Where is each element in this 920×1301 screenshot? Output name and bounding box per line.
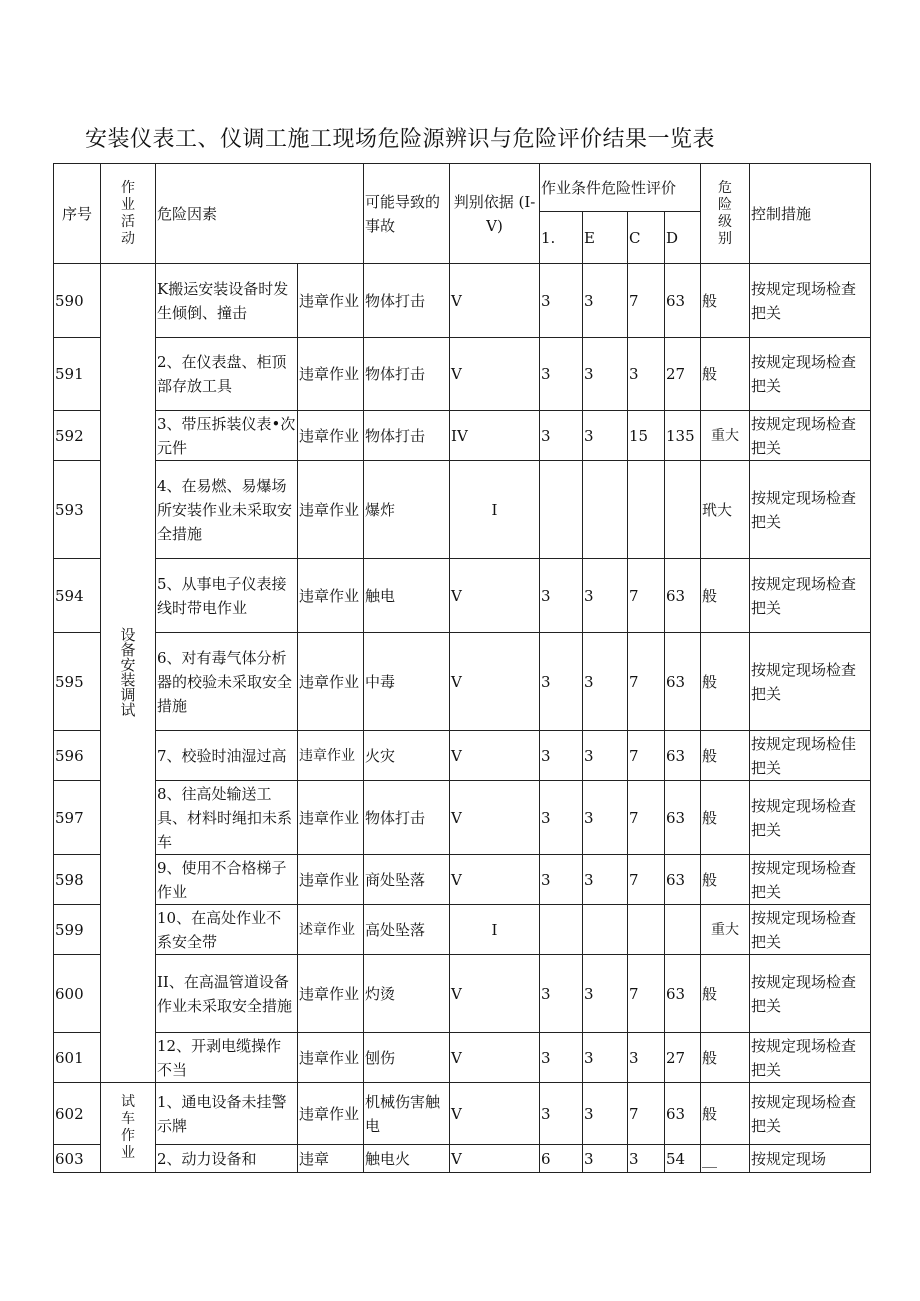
row-level: 重大 [701, 411, 750, 461]
row-cause: 述章作业 [298, 905, 364, 955]
table-row [54, 731, 871, 781]
header-basis: 判别依据 (I-V) [450, 164, 540, 264]
row-E: 3 [583, 559, 628, 633]
row-hazard: K搬运安装设备时发生倾倒、撞击 [156, 264, 298, 338]
row-cause: 违章作业 [298, 855, 364, 905]
activity-trial: 试车作业 [101, 1083, 156, 1173]
row-C: 3 [628, 1033, 665, 1083]
row-accident: 灼烫 [364, 955, 450, 1033]
row-control: 按规定现场检查把关 [750, 855, 871, 905]
row-cause: 违章作业 [298, 1033, 364, 1083]
header-row [54, 164, 871, 212]
row-C: 7 [628, 633, 665, 731]
table-row [54, 461, 871, 559]
row-level: 般 [701, 338, 750, 411]
row-hazard: 5、从事电子仪表接线时带电作业 [156, 559, 298, 633]
row-accident: 刨伤 [364, 1033, 450, 1083]
row-level: 般 [701, 781, 750, 855]
row-hazard: 12、开剥电缆操作不当 [156, 1033, 298, 1083]
row-accident: 爆炸 [364, 461, 450, 559]
row-hazard: 7、校验时油湿过高 [156, 731, 298, 781]
row-basis: I [450, 461, 540, 559]
row-seq: 594 [54, 559, 101, 633]
row-D: 63 [665, 855, 701, 905]
row-E: 3 [583, 955, 628, 1033]
row-level: 般 [701, 855, 750, 905]
row-basis: V [450, 855, 540, 905]
row-cause: 违章作业 [298, 1083, 364, 1145]
row-C: 7 [628, 559, 665, 633]
row-basis: V [450, 955, 540, 1033]
row-D: 63 [665, 955, 701, 1033]
row-level: 般 [701, 955, 750, 1033]
activity-install: 设备安装调试 [101, 264, 156, 1083]
row-basis: V [450, 264, 540, 338]
row-C: 15 [628, 411, 665, 461]
row-D [665, 905, 701, 955]
row-hazard: 2、在仪表盘、柜顶部存放工具 [156, 338, 298, 411]
header-E: E [583, 212, 628, 264]
row-accident: 商处坠落 [364, 855, 450, 905]
table-row [54, 411, 871, 461]
row-basis: IV [450, 411, 540, 461]
row-accident: 高处坠落 [364, 905, 450, 955]
row-level: 般 [701, 1033, 750, 1083]
row-accident: 触电 [364, 559, 450, 633]
row-accident: 物体打击 [364, 781, 450, 855]
row-seq: 597 [54, 781, 101, 855]
row-accident: 火灾 [364, 731, 450, 781]
row-C: 7 [628, 264, 665, 338]
row-L [540, 905, 583, 955]
row-C: 7 [628, 781, 665, 855]
row-hazard: 6、对有毒气体分析器的校验未采取安全措施 [156, 633, 298, 731]
row-basis: V [450, 633, 540, 731]
row-cause: 违章作业 [298, 781, 364, 855]
row-cause: 违章作业 [298, 461, 364, 559]
row-control: 按规定现场检查把关 [750, 1033, 871, 1083]
row-L: 3 [540, 781, 583, 855]
row-hazard: 1、通电设备未挂警示牌 [156, 1083, 298, 1145]
row-seq: 596 [54, 731, 101, 781]
row-L: 3 [540, 633, 583, 731]
row-basis: I [450, 905, 540, 955]
table-row [54, 264, 871, 338]
row-D: 63 [665, 731, 701, 781]
row-level: 重大 [701, 905, 750, 955]
row-seq: 593 [54, 461, 101, 559]
row-basis: V [450, 731, 540, 781]
row-accident: 物体打击 [364, 264, 450, 338]
row-L: 3 [540, 731, 583, 781]
row-basis: V [450, 559, 540, 633]
row-E: 3 [583, 1033, 628, 1083]
table-row [54, 338, 871, 411]
row-control: 按规定现场检查把关 [750, 411, 871, 461]
row-L: 6 [540, 1145, 583, 1173]
header-L: 1. [540, 212, 583, 264]
row-cause: 违章作业 [298, 411, 364, 461]
row-seq: 603 [54, 1145, 101, 1173]
header-evaluation: 作业条件危险性评价 [540, 164, 701, 212]
row-E: 3 [583, 855, 628, 905]
row-level: 般 [701, 1083, 750, 1145]
row-seq: 598 [54, 855, 101, 905]
row-E: 3 [583, 731, 628, 781]
row-C: 7 [628, 1083, 665, 1145]
row-control: 按规定现场检查把关 [750, 264, 871, 338]
row-C: 7 [628, 955, 665, 1033]
row-E: 3 [583, 633, 628, 731]
row-E: 3 [583, 411, 628, 461]
row-control: 按规定现场检查把关 [750, 905, 871, 955]
header-seq: 序号 [54, 164, 101, 264]
row-level: 般 [701, 633, 750, 731]
row-seq: 600 [54, 955, 101, 1033]
row-hazard: 4、在易燃、易爆场所安装作业未采取安全措施 [156, 461, 298, 559]
row-D: 27 [665, 338, 701, 411]
header-activity: 作业活动 [101, 164, 156, 264]
row-accident: 物体打击 [364, 338, 450, 411]
row-seq: 602 [54, 1083, 101, 1145]
row-level: 般 [701, 264, 750, 338]
row-L: 3 [540, 411, 583, 461]
row-seq: 591 [54, 338, 101, 411]
row-hazard: 8、往高处输送工具、材料时绳扣未系车 [156, 781, 298, 855]
row-D: 63 [665, 1083, 701, 1145]
table-row [54, 1145, 871, 1173]
row-control: 按规定现场检查把关 [750, 781, 871, 855]
row-seq: 601 [54, 1033, 101, 1083]
row-L: 3 [540, 559, 583, 633]
table-row [54, 633, 871, 731]
row-cause: 违章作业 [298, 559, 364, 633]
row-basis: V [450, 1083, 540, 1145]
table-row [54, 855, 871, 905]
row-hazard: 2、动力设备和 [156, 1145, 298, 1173]
row-hazard: 9、使用不合格梯子作业 [156, 855, 298, 905]
row-C: 3 [628, 1145, 665, 1173]
row-basis: V [450, 1145, 540, 1173]
row-D: 135 [665, 411, 701, 461]
row-E: 3 [583, 264, 628, 338]
row-control: 按规定现场检查把关 [750, 461, 871, 559]
row-control: 按规定现场检查把关 [750, 1083, 871, 1145]
row-hazard: 3、带压拆装仪表•次元件 [156, 411, 298, 461]
row-accident: 物体打击 [364, 411, 450, 461]
row-seq: 595 [54, 633, 101, 731]
row-L: 3 [540, 338, 583, 411]
row-cause: 违章作业 [298, 633, 364, 731]
row-cause: 违章作业 [298, 338, 364, 411]
row-basis: V [450, 781, 540, 855]
row-control: 按规定现场检查把关 [750, 559, 871, 633]
header-accident: 可能导致的事故 [364, 164, 450, 264]
row-D: 27 [665, 1033, 701, 1083]
row-E: 3 [583, 338, 628, 411]
row-level: 玳大 [701, 461, 750, 559]
row-E [583, 461, 628, 559]
hazard-table [53, 163, 871, 1173]
page-title: 安装仪表工、仪调工施工现场危险源辨识与危险评价结果一览表 [85, 127, 716, 152]
row-D: 63 [665, 559, 701, 633]
header-hazard: 危险因素 [156, 164, 364, 264]
row-D: 63 [665, 633, 701, 731]
row-E [583, 905, 628, 955]
row-accident: 中毒 [364, 633, 450, 731]
table-row [54, 1083, 871, 1145]
row-hazard: 10、在高处作业不系安全带 [156, 905, 298, 955]
row-control: 按规定现场检查把关 [750, 338, 871, 411]
header-level: 危险级别 [701, 164, 750, 264]
row-basis: V [450, 1033, 540, 1083]
row-L: 3 [540, 855, 583, 905]
header-D: D [665, 212, 701, 264]
row-control: 按规定现场检查把关 [750, 955, 871, 1033]
row-level: 般 [701, 731, 750, 781]
row-control: 按规定现场 [750, 1145, 871, 1173]
row-cause: 违章 [298, 1145, 364, 1173]
row-control: 按规定现场检佳把关 [750, 731, 871, 781]
table-row [54, 955, 871, 1033]
table-row [54, 905, 871, 955]
row-C: 3 [628, 338, 665, 411]
row-level: 般 [701, 559, 750, 633]
row-C [628, 905, 665, 955]
row-basis: V [450, 338, 540, 411]
row-L: 3 [540, 955, 583, 1033]
row-hazard: II、在高温管道设备作业未采取安全措施 [156, 955, 298, 1033]
row-E: 3 [583, 1083, 628, 1145]
row-cause: 违章作业 [298, 264, 364, 338]
row-L: 3 [540, 1083, 583, 1145]
row-D [665, 461, 701, 559]
row-D: 54 [665, 1145, 701, 1173]
row-accident: 机械伤害触电 [364, 1083, 450, 1145]
row-seq: 590 [54, 264, 101, 338]
row-control: 按规定现场检查把关 [750, 633, 871, 731]
row-L: 3 [540, 1033, 583, 1083]
row-L [540, 461, 583, 559]
row-cause: 违章作业 [298, 731, 364, 781]
row-E: 3 [583, 781, 628, 855]
row-level: __ [701, 1145, 750, 1173]
row-D: 63 [665, 781, 701, 855]
row-C [628, 461, 665, 559]
table-row [54, 559, 871, 633]
row-L: 3 [540, 264, 583, 338]
row-E: 3 [583, 1145, 628, 1173]
row-seq: 599 [54, 905, 101, 955]
row-C: 7 [628, 855, 665, 905]
row-D: 63 [665, 264, 701, 338]
table-row [54, 781, 871, 855]
table-row [54, 1033, 871, 1083]
header-control: 控制措施 [750, 164, 871, 264]
row-cause: 违章作业 [298, 955, 364, 1033]
row-seq: 592 [54, 411, 101, 461]
row-C: 7 [628, 731, 665, 781]
header-C: C [628, 212, 665, 264]
row-accident: 触电火 [364, 1145, 450, 1173]
